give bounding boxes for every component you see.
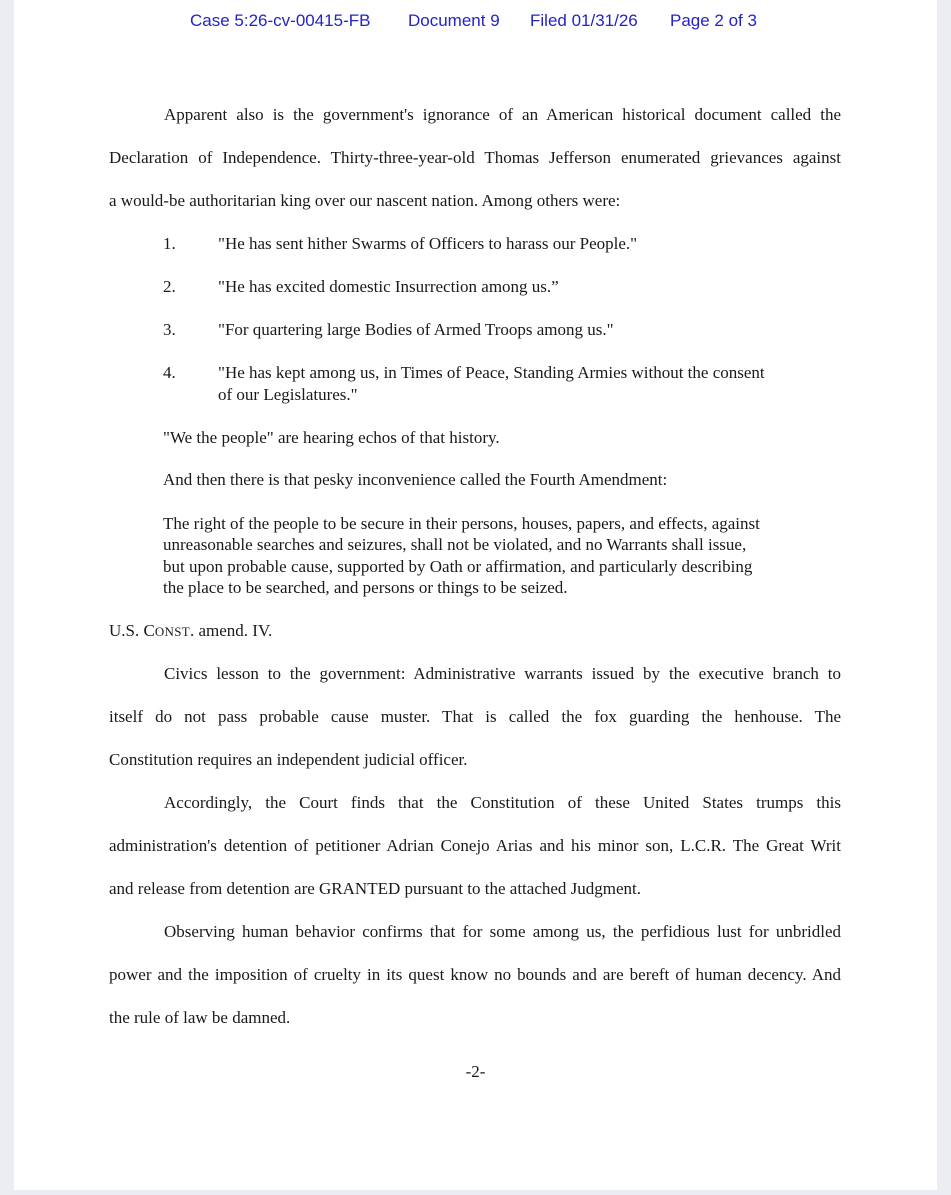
list-number: 4. [163,363,176,382]
civics-line2: itself do not pass probable cause muster. That is called the fox guarding the henhouse. The [109,707,841,726]
page-number-footer: -2- [465,1062,486,1081]
amendment-line3: but upon probable cause, supported by Oath or affirmation, and particularly describing [163,557,753,576]
observing-line3: the rule of law be damned. [109,1008,291,1027]
observing-line2: power and the imposition of cruelty in its quest know no bounds and are bereft of human decency. And [109,965,841,984]
accordingly-line1: Accordingly, the Court finds that the Constitution of these United States trumps this [164,793,841,812]
amendment-line2: unreasonable searches and seizures, shall not be violated, and no Warrants shall issue, [163,535,747,554]
accordingly-line3: and release from detention are GRANTED pursuant to the attached Judgment. [109,879,642,898]
case-number: Case 5:26-cv-00415-FB [190,11,371,30]
list-item: "He has sent hither Swarms of Officers to harass our People." [218,234,638,253]
list-number: 2. [163,277,176,296]
document-number: Document 9 [408,11,500,30]
accordingly-line2: administration's detention of petitioner Adrian Conejo Arias and his minor son, L.C.R. The Great Writ [109,836,841,855]
fourth-amendment-intro: And then there is that pesky inconvenience called the Fourth Amendment: [163,470,668,489]
para1-line3: a would-be authoritarian king over our nascent nation. Among others were: [109,191,621,210]
we-the-people-line: "We the people" are hearing echos of that history. [163,428,500,447]
list-number: 1. [163,234,176,253]
citation [109,620,841,642]
observing-line1: Observing human behavior confirms that for some among us, the perfidious lust for unbridled [164,922,841,941]
civics-line3: Constitution requires an independent judicial officer. [109,750,468,769]
citation-prefix: U.S. C [109,621,155,640]
list-item-continued: of our Legislatures." [218,385,358,404]
citation-suffix: . amend. IV. [189,621,273,640]
para1-line1: Apparent also is the government's ignorance of an American historical document called the [164,105,841,124]
para1-line2: Declaration of Independence. Thirty-three-year-old Thomas Jefferson enumerated grievances against [109,148,841,167]
amendment-line4: the place to be searched, and persons or things to be seized. [163,578,568,597]
list-item: "He has kept among us, in Times of Peace, Standing Armies without the consent [218,363,765,382]
amendment-line1: The right of the people to be secure in their persons, houses, papers, and effects, against [163,514,760,533]
civics-line1: Civics lesson to the government: Administrative warrants issued by the executive branch to [164,664,841,683]
page-indicator: Page 2 of 3 [670,11,757,30]
citation-smallcaps: ONST [154,624,190,639]
list-number: 3. [163,320,176,339]
filed-date: Filed 01/31/26 [530,11,638,30]
list-item: "For quartering large Bodies of Armed Troops among us." [218,320,614,339]
list-item: "He has excited domestic Insurrection among us.” [218,277,559,296]
